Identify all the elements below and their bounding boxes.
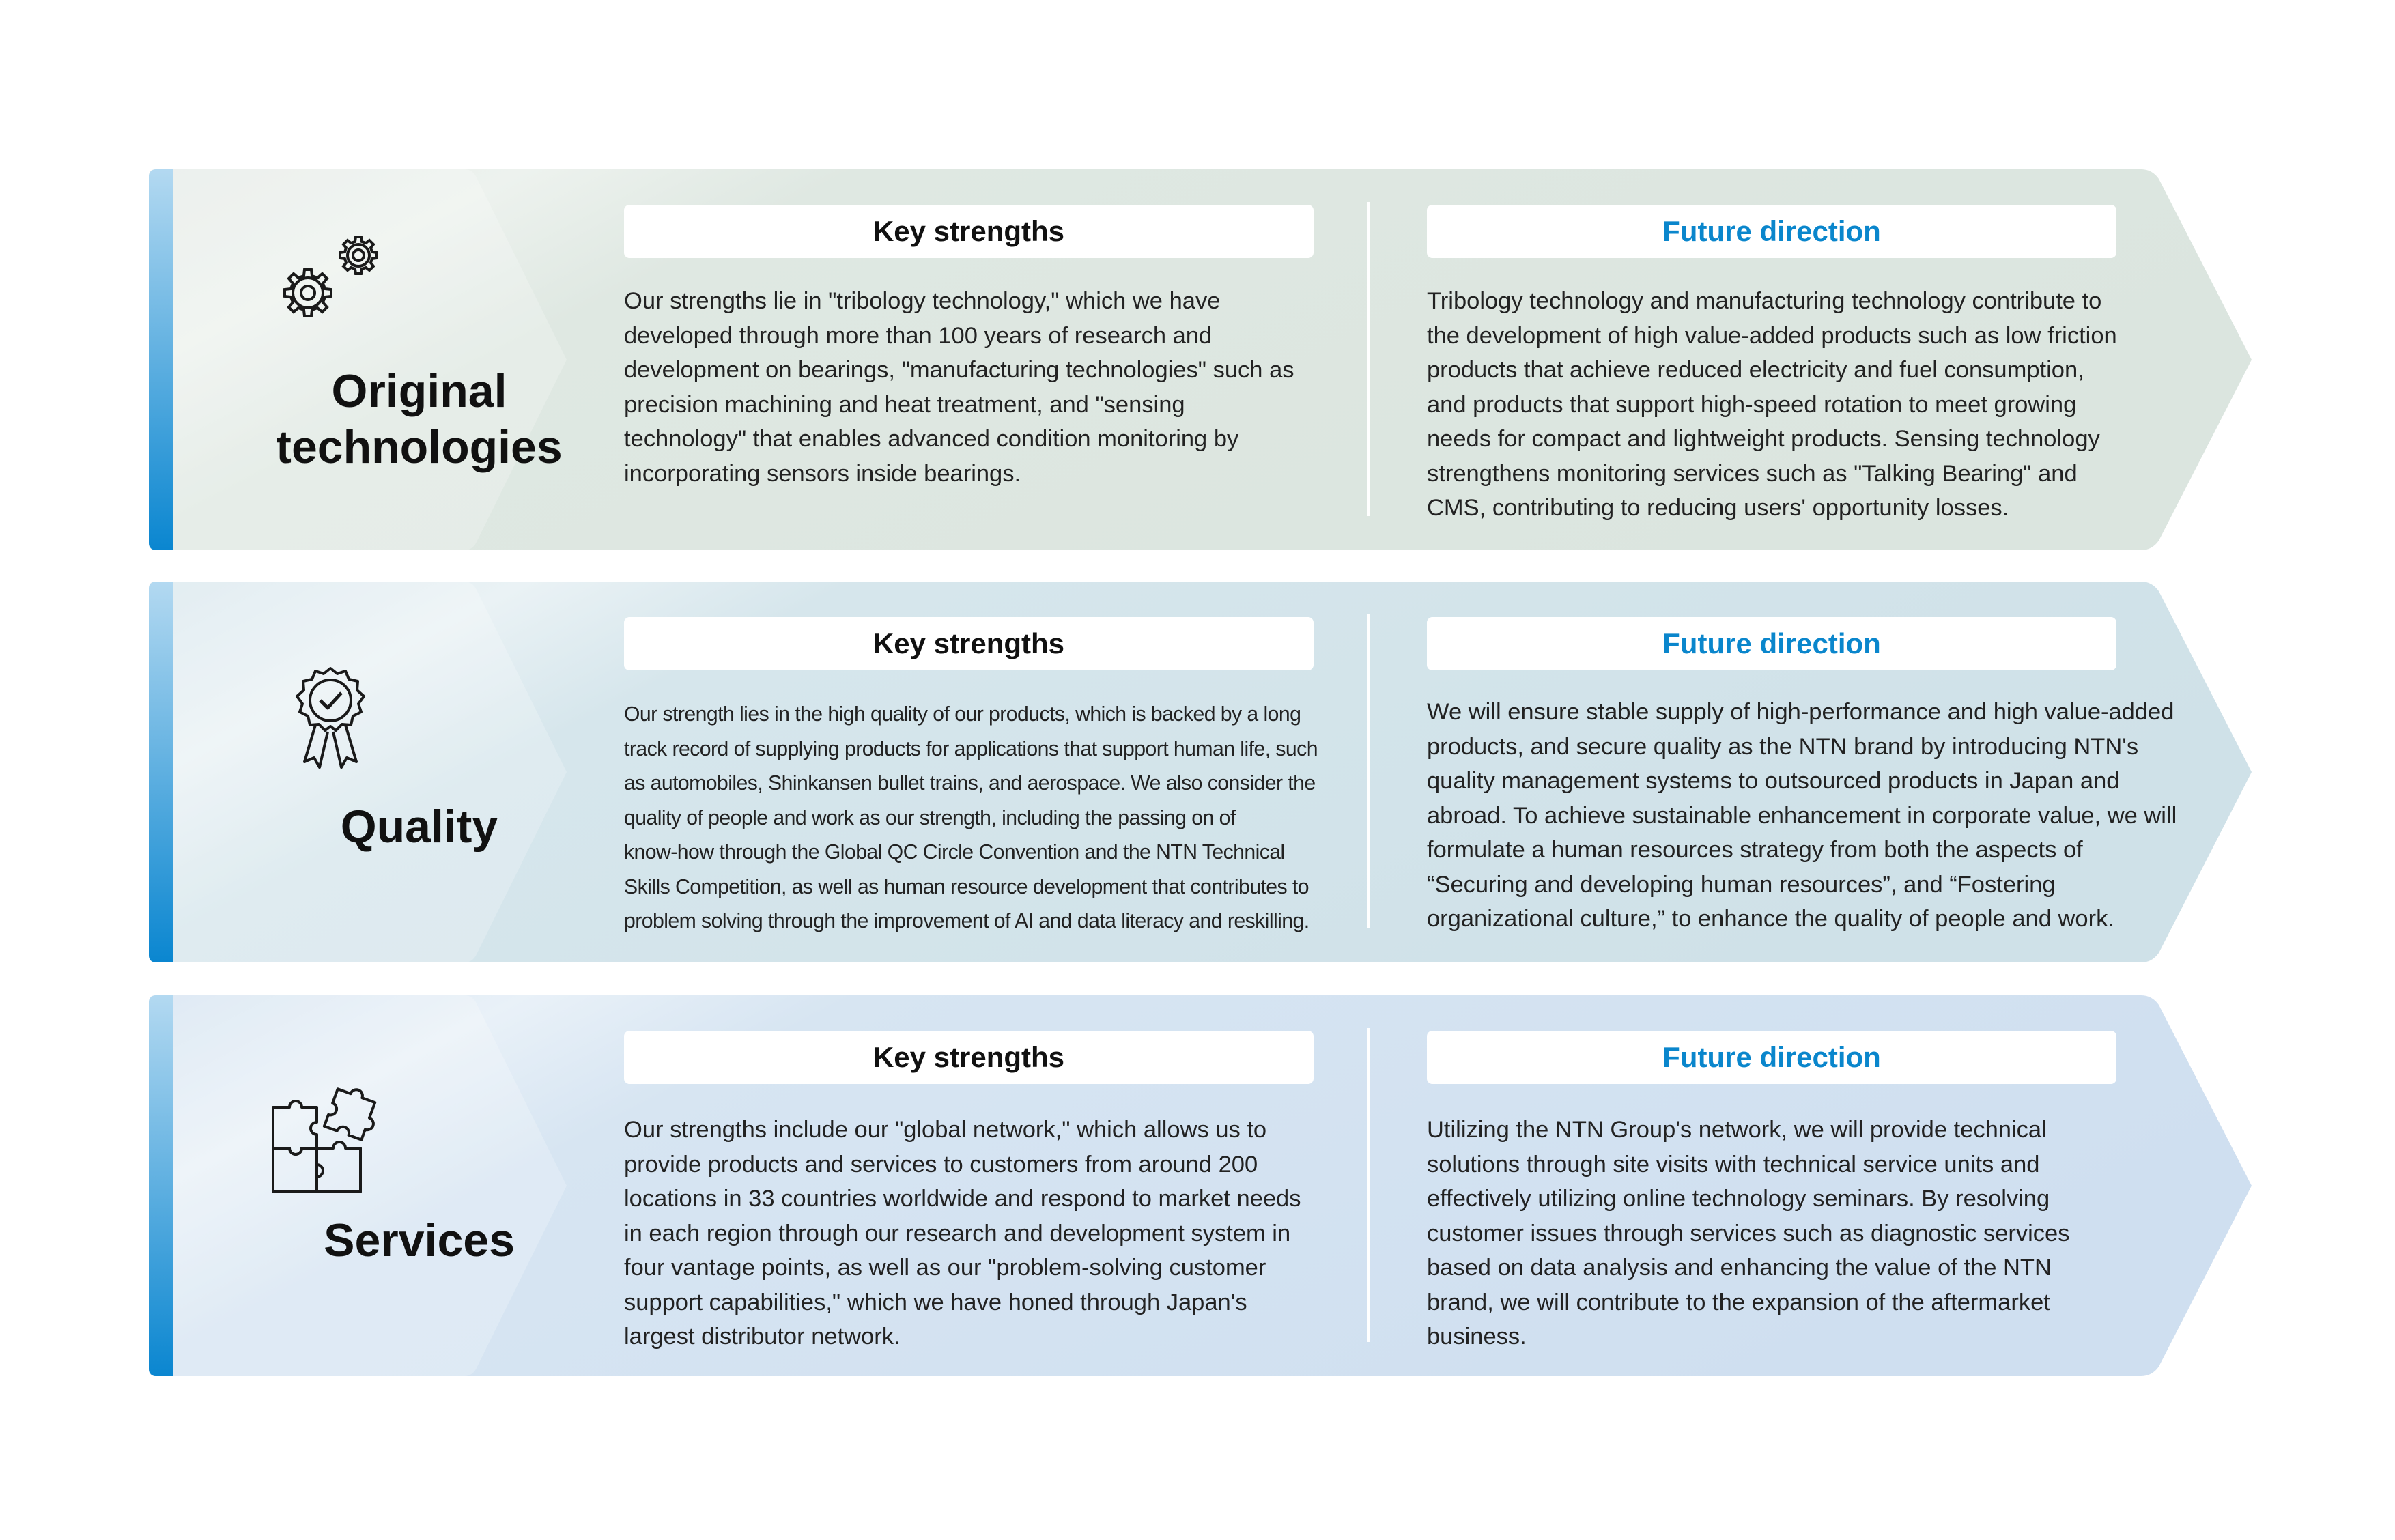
text-line: incorporating sensors inside bearings. [624,460,1021,487]
text-line: the development of high value-added products such as low friction [1427,322,2117,349]
row-title-line: Quality [340,801,498,853]
column-divider [1367,1028,1370,1342]
future-direction-heading: Future direction [1427,617,2116,670]
future-direction-heading: Future direction [1427,205,2116,258]
text-line: strengthens monitoring services such as "Talking Bearing" and [1427,460,2078,487]
puzzle-icon [270,1080,386,1196]
text-line: CMS, contributing to reducing users' opportunity losses. [1427,495,2009,521]
accent-bar [149,169,173,550]
text-line: Our strength lies in the high quality of our products, which is backed by a long [624,703,1301,726]
text-line: technology" that enables advanced condition monitoring by [624,426,1239,452]
text-line: “Securing and developing human resources”, and “Fostering [1427,871,2056,898]
text-line: effectively utilizing online technology seminars. By resolving [1427,1186,2050,1212]
gears-icon [272,235,395,337]
row-title-line: technologies [276,421,563,473]
future-direction-text [1427,695,2177,937]
text-line: brand, we will contribute to the expansion of the aftermarket [1427,1289,2050,1315]
text-line: quality of people and work as our strength, including the passing on of [624,806,1236,829]
key-strengths-text [624,284,1334,491]
text-line: We will ensure stable supply of high-performance and high value-added [1427,699,2174,725]
accent-bar [149,995,173,1376]
text-line: precision machining and heat treatment, and "sensing [624,391,1185,418]
future-direction-text [1427,1113,2137,1354]
column-divider [1367,614,1370,928]
accent-bar [149,582,173,962]
text-line: quality management systems to outsourced products in Japan and [1427,768,2120,794]
row-title [173,363,665,475]
future-direction-heading: Future direction [1427,1031,2116,1084]
text-line: business. [1427,1324,1527,1350]
text-line: track record of supplying products for applications that support human life, such [624,737,1318,760]
text-line: based on data analysis and enhancing the value of the NTN [1427,1255,2052,1281]
text-line: Our strengths lie in "tribology technology," which we have [624,288,1221,314]
text-line: as automobiles, Shinkansen bullet trains, and aerospace. We also consider the [624,772,1316,795]
text-line: locations in 33 countries worldwide and respond to market needs [624,1186,1301,1212]
text-line: developed through more than 100 years of research and [624,322,1213,349]
text-line: solutions through site visits with technical service units and [1427,1151,2040,1178]
text-line: four vantage points, as well as our "problem-solving customer [624,1255,1266,1281]
row-services [149,995,2252,1376]
row-title [173,799,665,855]
text-line: customer issues through services such as diagnostic services [1427,1220,2070,1246]
key-strengths-text [624,1113,1334,1354]
key-strengths-text [624,698,1334,939]
text-line: largest distributor network. [624,1324,901,1350]
text-line: Our strengths include our "global network," which allows us to [624,1117,1267,1143]
key-strengths-heading: Key strengths [624,205,1314,258]
key-strengths-heading: Key strengths [624,1031,1314,1084]
text-line: support capabilities," which we have honed through Japan's [624,1289,1247,1315]
text-line: development on bearings, "manufacturing technologies" such as [624,357,1294,383]
text-line: organizational culture,” to enhance the quality of people and work. [1427,906,2114,932]
future-direction-text [1427,284,2137,526]
text-line: Utilizing the NTN Group's network, we will provide technical [1427,1117,2047,1143]
text-line: problem solving through the improvement of AI and data literacy and reskilling. [624,910,1309,932]
text-line: and products that support high-speed rotation to meet growing [1427,391,2077,418]
text-line: abroad. To achieve sustainable enhancement in corporate value, we will [1427,802,2177,829]
text-line: products that achieve reduced electricity and fuel consumption, [1427,357,2084,383]
text-line: know-how through the Global QC Circle Convention and the NTN Technical [624,841,1285,864]
row-title [173,1212,665,1268]
text-line: provide products and services to customers from around 200 [624,1151,1258,1178]
text-line: in each region through our research and development system in [624,1220,1291,1246]
text-line: products, and secure quality as the NTN brand by introducing NTN's [1427,733,2139,760]
row-original-technologies [149,169,2252,550]
text-line: Tribology technology and manufacturing technology contribute to [1427,288,2102,314]
key-strengths-heading: Key strengths [624,617,1314,670]
text-line: Skills Competition, as well as human resource development that contributes to [624,875,1309,898]
column-divider [1367,202,1370,516]
quality-badge-icon [283,665,378,781]
text-line: formulate a human resources strategy from both the aspects of [1427,837,2083,863]
text-line: needs for compact and lightweight products. Sensing technology [1427,426,2100,452]
row-quality [149,582,2252,962]
row-title-line: Services [324,1214,515,1266]
row-title-line: Original [331,365,507,417]
